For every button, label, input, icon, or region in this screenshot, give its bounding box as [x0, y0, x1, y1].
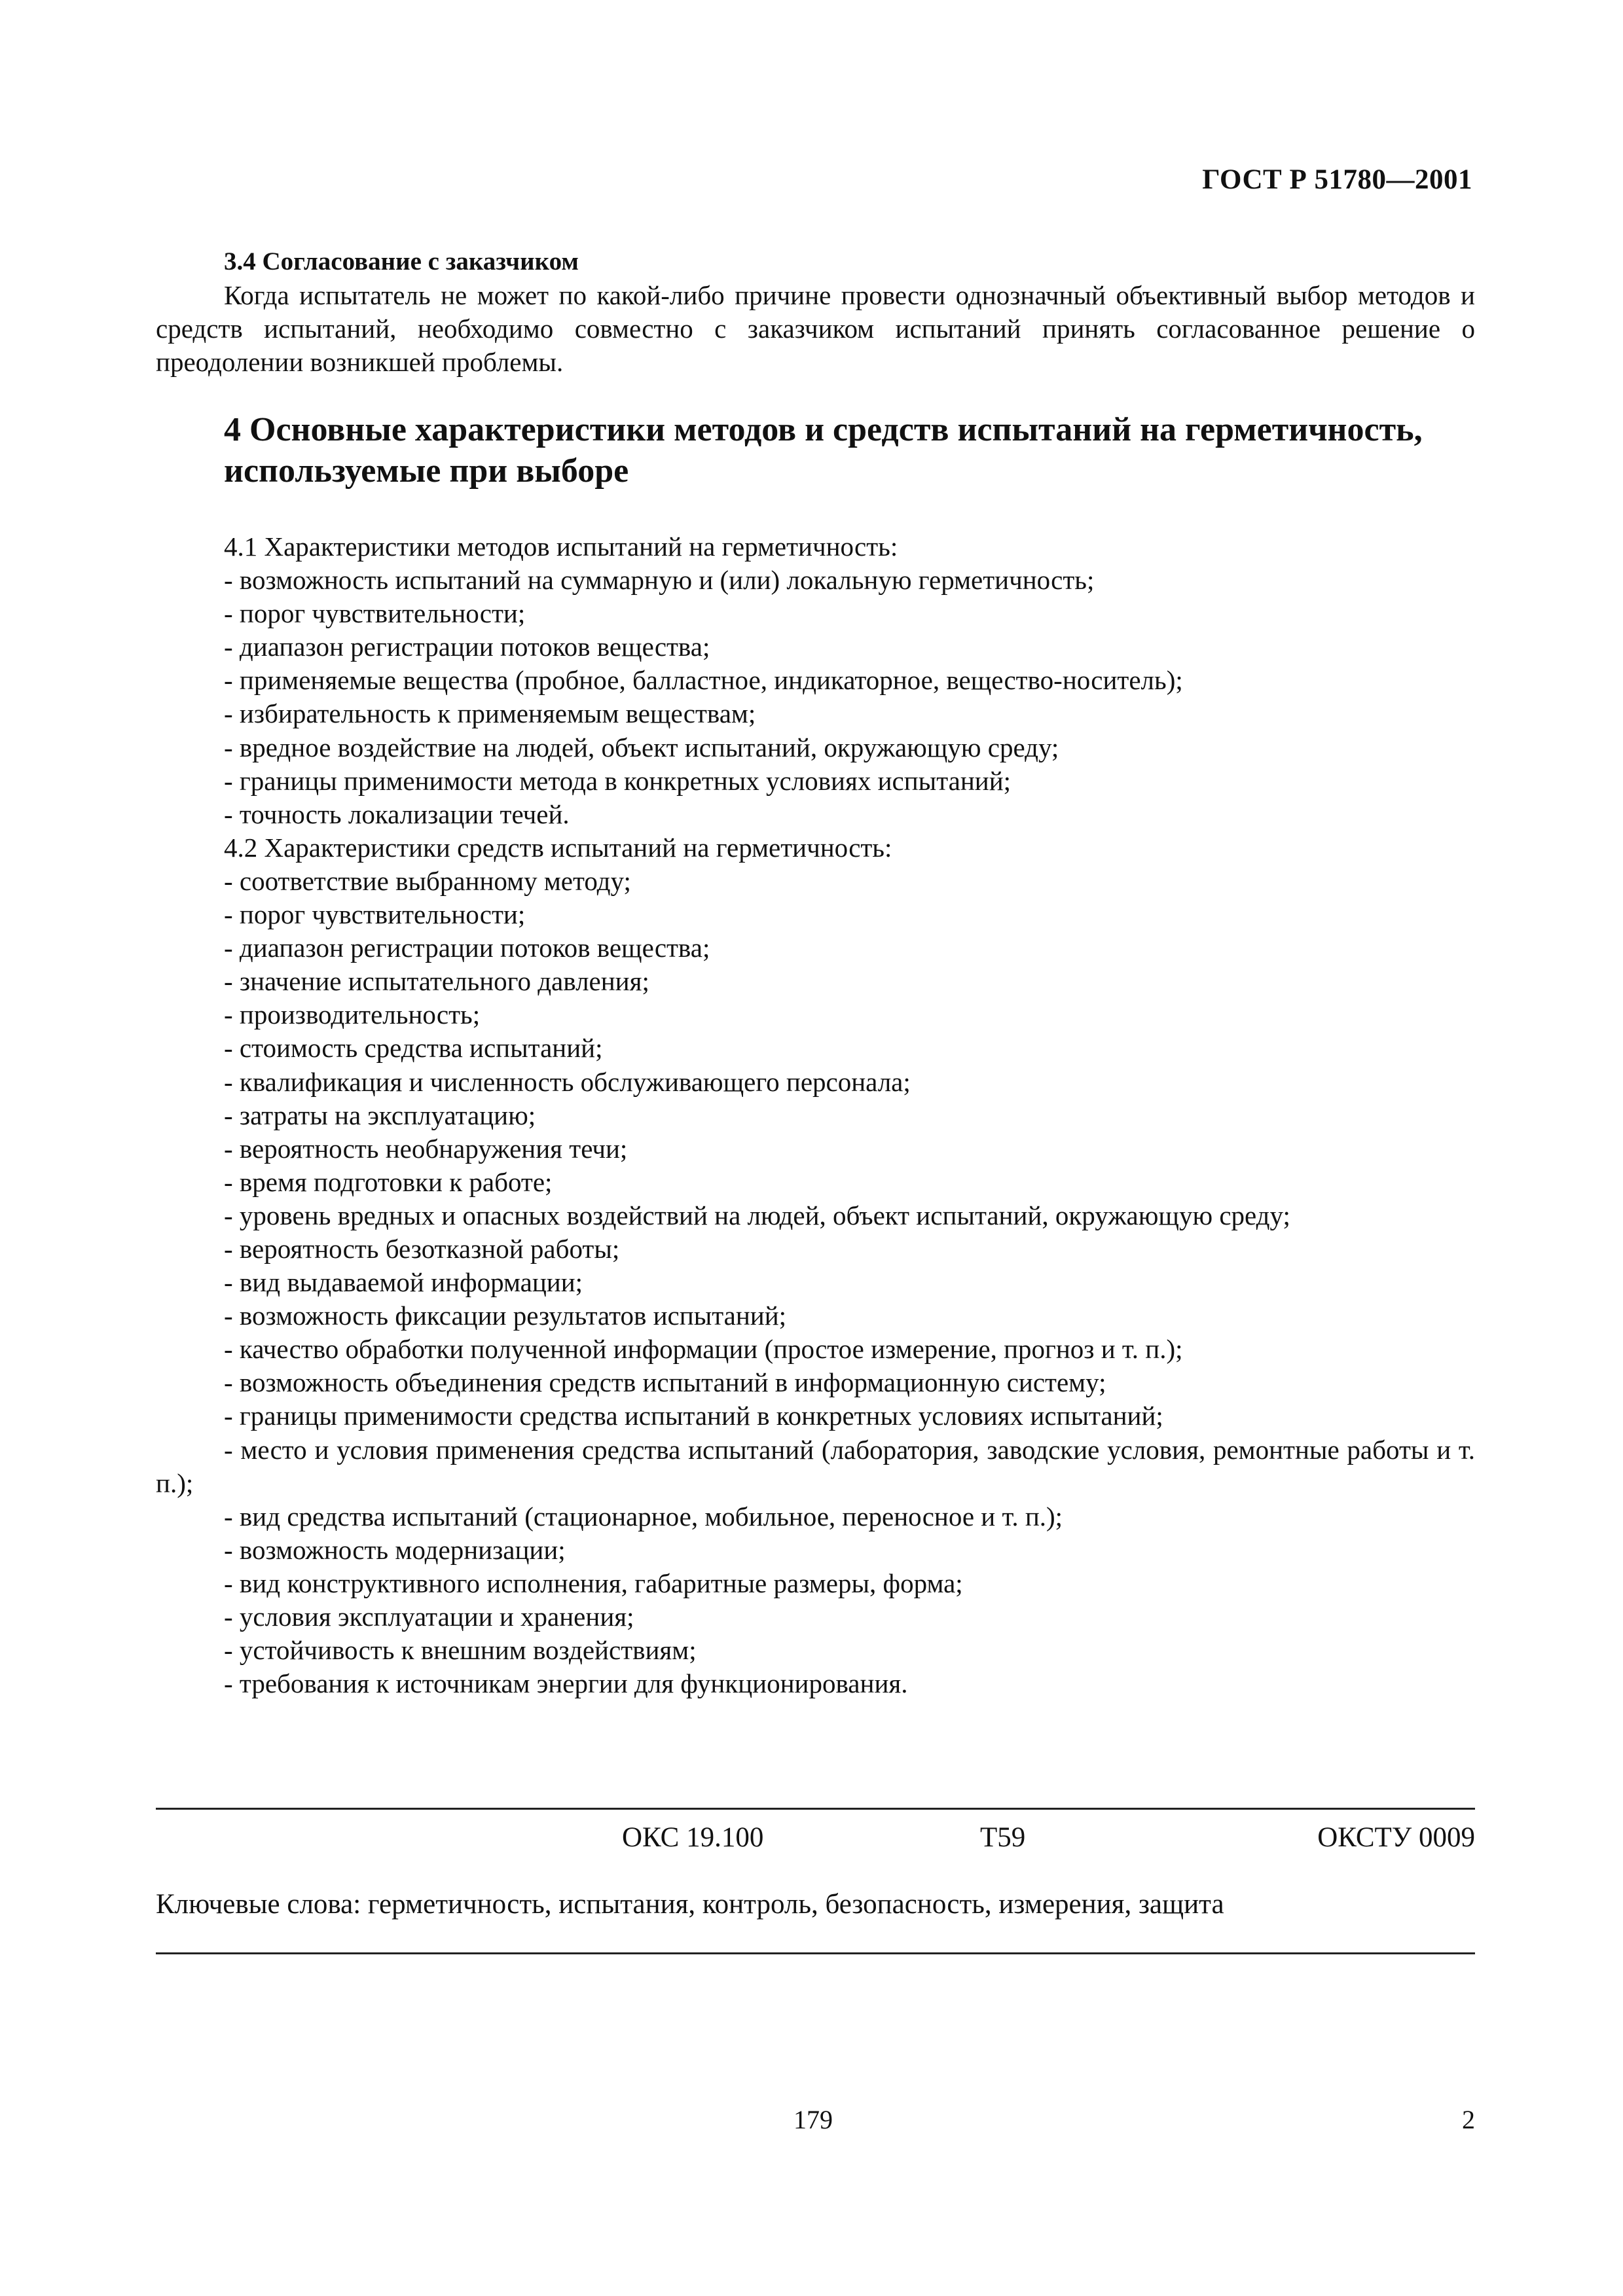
list-item: - возможность объединения средств испытаний в информационную систему;	[224, 1367, 1106, 1398]
list-item: - качество обработки полученной информации (простое измерение, прогноз и т. п.);	[224, 1334, 1183, 1365]
list-item: - возможность модернизации;	[224, 1534, 566, 1565]
footer-bottom-rule	[156, 1952, 1475, 1954]
list-item: - вид конструктивного исполнения, габаритные размеры, форма;	[224, 1568, 963, 1598]
list-item: - возможность испытаний на суммарную и (или) локальную герметичность;	[224, 565, 1095, 596]
list-item: - порог чувствительности;	[224, 598, 526, 629]
list-item: - вероятность необнаружения течи;	[224, 1133, 628, 1164]
methods-heading: 4.1 Характеристики методов испытаний на герметичность:	[224, 531, 898, 562]
list-item: - вероятность безотказной работы;	[224, 1233, 620, 1264]
means-heading: 4.2 Характеристики средств испытаний на герметичность:	[224, 832, 892, 863]
keywords-line: Ключевые слова: герметичность, испытания, контроль, безопасность, измерения, защита	[156, 1889, 1224, 1920]
list-item: - устойчивость к внешним воздействиям;	[224, 1635, 697, 1666]
section-3-4-title: 3.4 Согласование с заказчиком	[224, 247, 579, 276]
section-4	[156, 409, 1475, 492]
section-3-4-paragraph: Когда испытатель не может по какой-либо причине провести однозначный объективный выбор методов и средств испытаний, необходимо совместно с заказчиком испытаний принять согласованное решение о преодолении возникшей проблемы.	[156, 280, 1475, 377]
characteristics-lists	[156, 530, 1475, 1700]
list-item: - время подготовки к работе;	[224, 1166, 553, 1197]
list-item: - границы применимости метода в конкретных условиях испытаний;	[224, 765, 1012, 796]
list-item: - вредное воздействие на людей, объект испытаний, окружающую среду;	[224, 732, 1059, 762]
list-item: - значение испытательного давления;	[224, 966, 649, 997]
list-item: - вид выдаваемой информации;	[224, 1267, 583, 1298]
sheet-number: 2	[1462, 2105, 1475, 2134]
list-item: - требования к источникам энергии для функционирования.	[224, 1668, 908, 1699]
list-item: - соответствие выбранному методу;	[224, 865, 631, 896]
list-item: - квалификация и численность обслуживающего персонала;	[224, 1066, 911, 1097]
document-code: ГОСТ Р 51780—2001	[1202, 164, 1472, 195]
list-item: - применяемые вещества (пробное, балластное, индикаторное, вещество-носитель);	[224, 665, 1183, 696]
list-item: - место и условия применения средства испытаний (лаборатория, заводские условия, ремонтные работы и т. п.);	[156, 1434, 1475, 1498]
section-3-4	[156, 245, 1475, 379]
section-4-title: 4 Основные характеристики методов и средств испытаний на герметичность, используемые при выборе	[224, 411, 1423, 490]
list-item: - затраты на эксплуатацию;	[224, 1100, 536, 1130]
list-item: - условия эксплуатации и хранения;	[224, 1602, 634, 1632]
list-item: - стоимость средства испытаний;	[224, 1033, 603, 1064]
list-item: - вид средства испытаний (стационарное, мобильное, переносное и т. п.);	[224, 1501, 1063, 1532]
okstu-code: ОКСТУ 0009	[1317, 1822, 1475, 1853]
t-code: Т59	[980, 1822, 1026, 1853]
list-item: - точность локализации течей.	[224, 798, 570, 829]
oks-code: ОКС 19.100	[622, 1822, 764, 1853]
list-item: - производительность;	[224, 999, 481, 1030]
list-item: - возможность фиксации результатов испытаний;	[224, 1300, 787, 1331]
list-item: - границы применимости средства испытаний в конкретных условиях испытаний;	[224, 1401, 1163, 1431]
page-number: 179	[793, 2105, 833, 2134]
footer-top-rule	[156, 1808, 1475, 1810]
list-item: - порог чувствительности;	[224, 899, 526, 930]
list-item: - уровень вредных и опасных воздействий на людей, объект испытаний, окружающую среду;	[224, 1200, 1290, 1230]
list-item: - диапазон регистрации потоков вещества;	[224, 632, 710, 662]
list-item: - диапазон регистрации потоков вещества;	[224, 933, 710, 963]
list-item: - избирательность к применяемым веществам;	[224, 698, 756, 729]
